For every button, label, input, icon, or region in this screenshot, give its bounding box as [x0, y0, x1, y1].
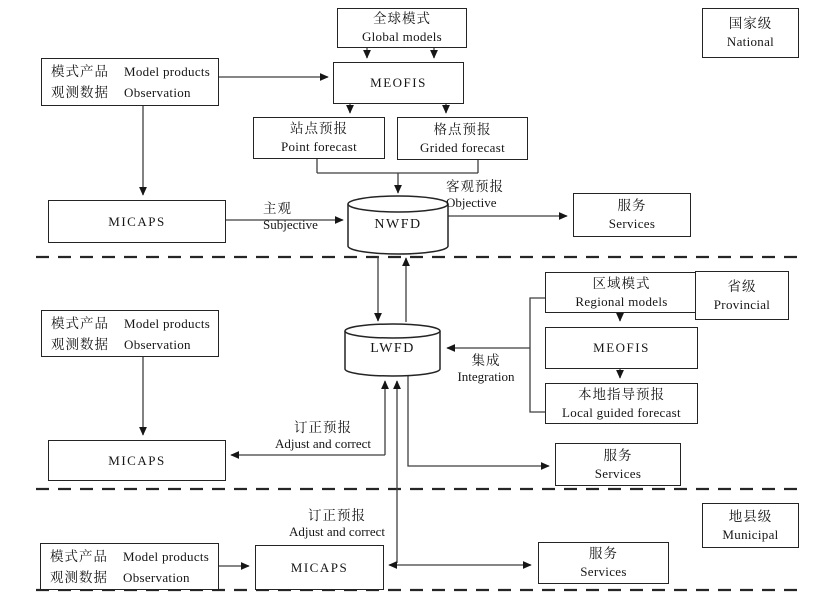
- objective-zh: 客观预报: [446, 179, 504, 194]
- model-inputs-municipal-box: [40, 543, 219, 590]
- adjust-municipal-zh: 订正预报: [308, 508, 366, 523]
- model-products-zh: 模式产品: [51, 64, 109, 79]
- local-guided-en: Local guided forecast: [562, 404, 681, 420]
- local-guided-forecast-box: [545, 383, 698, 424]
- grided-forecast-zh: 格点预报: [433, 121, 492, 137]
- national-level-box: [702, 8, 799, 58]
- services-municipal-en: Services: [580, 564, 627, 579]
- observation-row: [42, 82, 218, 103]
- regional-models-box: [545, 272, 698, 313]
- integration-zh: 集成: [471, 353, 501, 368]
- adjust-provincial-en: Adjust and correct: [274, 436, 372, 451]
- observation-row: [42, 334, 218, 355]
- model-inputs-national-box: [41, 58, 219, 106]
- subjective-en: Subjective: [263, 217, 318, 232]
- nwfd-label: NWFD: [374, 217, 422, 232]
- services-provincial-zh: 服务: [603, 447, 633, 463]
- regional-models-en: Regional models: [575, 293, 668, 309]
- model-products-row: [41, 546, 218, 567]
- micaps-municipal-box: [255, 545, 384, 590]
- model-products-en: Model products: [123, 548, 210, 564]
- point-forecast-box: [253, 117, 385, 159]
- provincial-level-zh: 省级: [727, 278, 757, 294]
- observation-row: [41, 567, 218, 588]
- grided-forecast-en: Grided forecast: [420, 139, 505, 155]
- meofis-provincial-label: MEOFIS: [593, 340, 650, 355]
- model-products-zh: 模式产品: [51, 315, 109, 331]
- services-national-en: Services: [608, 216, 656, 231]
- local-guided-zh: 本地指导预报: [578, 386, 665, 402]
- lwfd-label: LWFD: [370, 341, 415, 356]
- services-provincial-en: Services: [594, 465, 642, 481]
- model-products-en: Model products: [124, 315, 211, 331]
- model-products-zh: 模式产品: [50, 548, 108, 564]
- model-products-row: [42, 61, 218, 82]
- observation-zh: 观测数据: [50, 569, 108, 585]
- subjective-label: [263, 201, 318, 233]
- global-models-en: Global models: [361, 29, 443, 44]
- model-products-row: [42, 313, 218, 334]
- objective-label: [446, 179, 504, 211]
- integration-label: [452, 353, 520, 385]
- micaps-provincial-label: MICAPS: [108, 452, 166, 468]
- adjust-municipal-en: Adjust and correct: [288, 524, 386, 539]
- micaps-national-box: [48, 200, 226, 243]
- global-models-zh: 全球模式: [373, 11, 431, 26]
- municipal-level-zh: 地县级: [728, 508, 773, 524]
- regional-models-zh: 区域模式: [592, 275, 651, 291]
- municipal-level-en: Municipal: [722, 526, 779, 542]
- meofis-national-label: MEOFIS: [370, 75, 427, 90]
- model-inputs-provincial-box: [41, 310, 219, 357]
- observation-en: Observation: [123, 569, 190, 585]
- municipal-level-box: [702, 503, 799, 548]
- national-level-en: National: [726, 34, 775, 49]
- services-national-zh: 服务: [617, 198, 647, 213]
- integration-en: Integration: [457, 369, 515, 384]
- meofis-national-box: [333, 62, 464, 104]
- adjust-provincial-zh: 订正预报: [294, 420, 352, 435]
- provincial-level-box: [695, 271, 789, 320]
- observation-zh: 观测数据: [51, 336, 109, 352]
- micaps-national-label: MICAPS: [108, 213, 166, 229]
- model-products-en: Model products: [124, 64, 211, 79]
- point-forecast-zh: 站点预报: [290, 121, 348, 136]
- services-national-box: [573, 193, 691, 237]
- point-forecast-en: Point forecast: [280, 139, 358, 154]
- services-municipal-box: [538, 542, 669, 584]
- observation-en: Observation: [124, 85, 191, 100]
- provincial-level-en: Provincial: [713, 296, 771, 312]
- objective-en: Objective: [446, 195, 497, 210]
- meofis-provincial-box: [545, 327, 698, 369]
- micaps-provincial-box: [48, 440, 226, 481]
- global-models-box: [337, 8, 467, 48]
- adjust-correct-municipal-label: [284, 508, 390, 540]
- national-level-zh: 国家级: [728, 16, 773, 31]
- micaps-municipal-label: MICAPS: [290, 559, 349, 575]
- observation-en: Observation: [124, 336, 191, 352]
- subjective-zh: 主观: [263, 201, 292, 216]
- grided-forecast-box: [397, 117, 528, 160]
- services-municipal-zh: 服务: [589, 546, 618, 561]
- observation-zh: 观测数据: [51, 85, 109, 100]
- adjust-correct-provincial-label: [270, 420, 376, 452]
- services-provincial-box: [555, 443, 681, 486]
